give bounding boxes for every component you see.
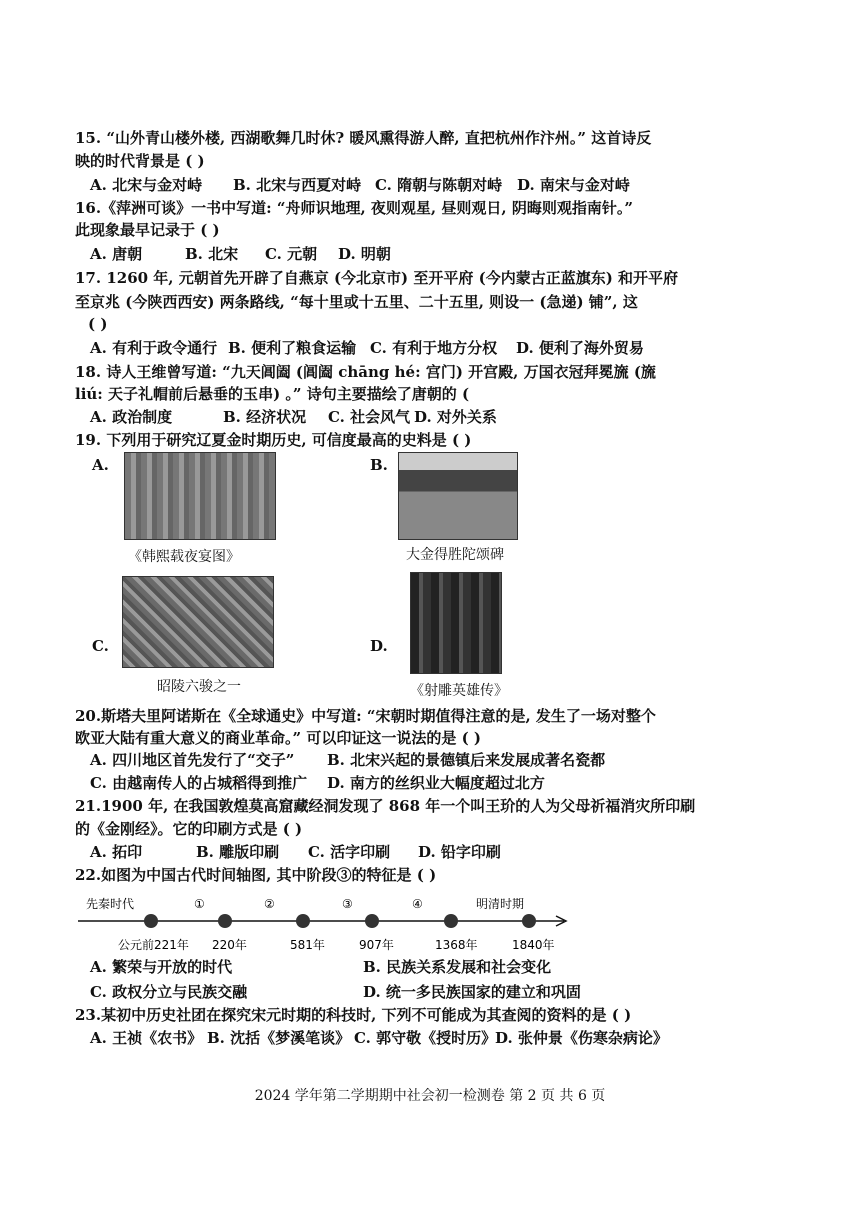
novel-books-image bbox=[410, 572, 502, 674]
timeline-top-label: ③ bbox=[342, 897, 353, 911]
timeline-bottom-label: 公元前221年 bbox=[118, 938, 189, 952]
timeline-top-label: 明清时期 bbox=[476, 897, 525, 911]
timeline-point bbox=[365, 914, 379, 928]
q16-option-d[interactable]: D. 明朝 bbox=[338, 245, 391, 263]
q18-option-c[interactable]: C. 社会风气 bbox=[328, 408, 411, 426]
q15-option-c[interactable]: C. 隋朝与陈朝对峙 bbox=[375, 176, 503, 194]
q20-stem-line1: 20.斯塔夫里阿诺斯在《全球通史》中写道: “宋朝时期值得注意的是, 发生了一场对整个 bbox=[75, 707, 656, 725]
q22-option-b[interactable]: B. 民族关系发展和社会变化 bbox=[363, 958, 552, 976]
q19-stem: 19. 下列用于研究辽夏金时期历史, 可信度最高的史料是 ( ) bbox=[75, 431, 472, 449]
q19-option-c[interactable]: C. bbox=[92, 637, 109, 655]
q15-stem-line1: 15. “山外青山楼外楼, 西湖歌舞几时休? 暖风熏得游人醉, 直把杭州作汴州。” 这首诗反 bbox=[75, 129, 652, 147]
page-footer: 2024 学年第二学期期中社会初一检测卷 第 2 页 共 6 页 bbox=[254, 1088, 606, 1104]
q20-option-c[interactable]: C. 由越南传人的占城稻得到推广 bbox=[90, 774, 308, 792]
q16-option-c[interactable]: C. 元朝 bbox=[265, 245, 318, 263]
q16-stem-line1: 16.《萍洲可谈》一书中写道: “舟师识地理, 夜则观星, 昼则观日, 阴晦则观指南针。” bbox=[75, 199, 633, 217]
q23-option-c[interactable]: C. 郭守敬《授时历》 bbox=[354, 1029, 497, 1047]
q17-option-d[interactable]: D. 便利了海外贸易 bbox=[516, 339, 644, 357]
q18-option-b[interactable]: B. 经济状况 bbox=[223, 408, 307, 426]
night-banquet-painting-image bbox=[124, 452, 276, 540]
q15-option-b[interactable]: B. 北宋与西夏对峙 bbox=[233, 176, 362, 194]
q23-stem: 23.某初中历史社团在探究宋元时期的科技时, 下列不可能成为其查阅的资料的是 ( ) bbox=[75, 1006, 632, 1024]
q21-stem-line1: 21.1900 年, 在我国敦煌莫高窟藏经洞发现了 868 年一个叫王玠的人为父母祈福消灾所印刷 bbox=[75, 797, 696, 815]
timeline-top-label: 先秦时代 bbox=[86, 897, 135, 911]
timeline-top-label: ② bbox=[264, 897, 275, 911]
q21-option-d[interactable]: D. 铅字印刷 bbox=[418, 843, 501, 861]
q20-stem-line2: 欧亚大陆有重大意义的商业革命。” 可以印证这一说法的是 ( ) bbox=[75, 729, 481, 747]
timeline-bottom-label: 1368年 bbox=[435, 938, 478, 952]
q17-option-c[interactable]: C. 有利于地方分权 bbox=[370, 339, 498, 357]
timeline-bottom-label: 907年 bbox=[359, 938, 394, 952]
timeline-point bbox=[444, 914, 458, 928]
stele-pavilion-image bbox=[398, 452, 518, 540]
q15-option-d[interactable]: D. 南宋与金对峙 bbox=[517, 176, 630, 194]
timeline-bottom-label: 581年 bbox=[290, 938, 325, 952]
q17-stem-line1: 17. 1260 年, 元朝首先开辟了自燕京 (今北京市) 至开平府 (今内蒙古正蓝旗东) 和开平府 bbox=[75, 269, 679, 287]
q19-caption-c: 昭陵六骏之一 bbox=[157, 679, 241, 695]
q19-option-d[interactable]: D. bbox=[370, 637, 388, 655]
q19-caption-d: 《射雕英雄传》 bbox=[410, 683, 508, 699]
q18-stem-line1: 18. 诗人王维曾写道: “九天阊阖 (阊阖 chāng hé: 宫门) 开宫殿, 万国衣冠拜冕旒 (旒 bbox=[75, 363, 656, 381]
timeline-top-label: ④ bbox=[412, 897, 423, 911]
timeline-point bbox=[296, 914, 310, 928]
q15-stem-line2: 映的时代背景是 ( ) bbox=[75, 152, 205, 170]
q17-option-a[interactable]: A. 有利于政令通行 bbox=[90, 339, 218, 357]
q22-option-a[interactable]: A. 繁荣与开放的时代 bbox=[90, 958, 233, 976]
q19-option-a[interactable]: A. bbox=[92, 456, 109, 474]
q18-option-d[interactable]: D. 对外关系 bbox=[414, 408, 497, 426]
q20-option-b[interactable]: B. 北宋兴起的景德镇后来发展成著名瓷都 bbox=[327, 751, 606, 769]
timeline-point bbox=[522, 914, 536, 928]
q22-option-d[interactable]: D. 统一多民族国家的建立和巩固 bbox=[363, 983, 581, 1001]
q18-option-a[interactable]: A. 政治制度 bbox=[90, 408, 173, 426]
q16-option-b[interactable]: B. 北宋 bbox=[185, 245, 239, 263]
q22-option-c[interactable]: C. 政权分立与民族交融 bbox=[90, 983, 248, 1001]
q16-option-a[interactable]: A. 唐朝 bbox=[90, 245, 143, 263]
q19-caption-b: 大金得胜陀颂碑 bbox=[406, 547, 504, 563]
timeline-point bbox=[144, 914, 158, 928]
timeline-point bbox=[218, 914, 232, 928]
q21-option-a[interactable]: A. 拓印 bbox=[90, 843, 143, 861]
q18-stem-line2: liú: 天子礼帽前后悬垂的玉串) 。” 诗句主要描绘了唐朝的 ( bbox=[75, 385, 470, 403]
q17-option-b[interactable]: B. 便利了粮食运输 bbox=[228, 339, 357, 357]
timeline-bottom-label: 220年 bbox=[212, 938, 247, 952]
q20-options bbox=[90, 750, 790, 794]
q17-stem-line2: 至京兆 (今陕西西安) 两条路线, “每十里或十五里、二十五里, 则设一 (急递) 铺”, 这 bbox=[75, 293, 638, 311]
timeline-bottom-label: 1840年 bbox=[512, 938, 555, 952]
q15-option-a[interactable]: A. 北宋与金对峙 bbox=[90, 176, 203, 194]
q23-option-d[interactable]: D. 张仲景《伤寒杂病论》 bbox=[495, 1029, 668, 1047]
q22-stem: 22.如图为中国古代时间轴图, 其中阶段③的特征是 ( ) bbox=[75, 866, 437, 884]
q16-stem-line2: 此现象最早记录于 ( ) bbox=[75, 221, 220, 239]
q23-option-a[interactable]: A. 王祯《农书》 bbox=[90, 1029, 203, 1047]
q22-options bbox=[90, 957, 710, 1003]
q20-option-a[interactable]: A. 四川地区首先发行了“交子” bbox=[90, 751, 295, 769]
q17-stem-line3: ( ) bbox=[88, 315, 108, 333]
q19-option-b[interactable]: B. bbox=[370, 456, 388, 474]
q23-option-b[interactable]: B. 沈括《梦溪笔谈》 bbox=[207, 1029, 351, 1047]
q21-option-b[interactable]: B. 雕版印刷 bbox=[196, 843, 280, 861]
horse-relief-image bbox=[122, 576, 274, 668]
q21-option-c[interactable]: C. 活字印刷 bbox=[308, 843, 391, 861]
q20-option-d[interactable]: D. 南方的丝织业大幅度超过北方 bbox=[327, 774, 545, 792]
timeline-top-label: ① bbox=[194, 897, 205, 911]
q21-stem-line2: 的《金刚经》。它的印刷方式是 ( ) bbox=[75, 820, 303, 838]
q19-caption-a: 《韩熙载夜宴图》 bbox=[128, 549, 240, 565]
